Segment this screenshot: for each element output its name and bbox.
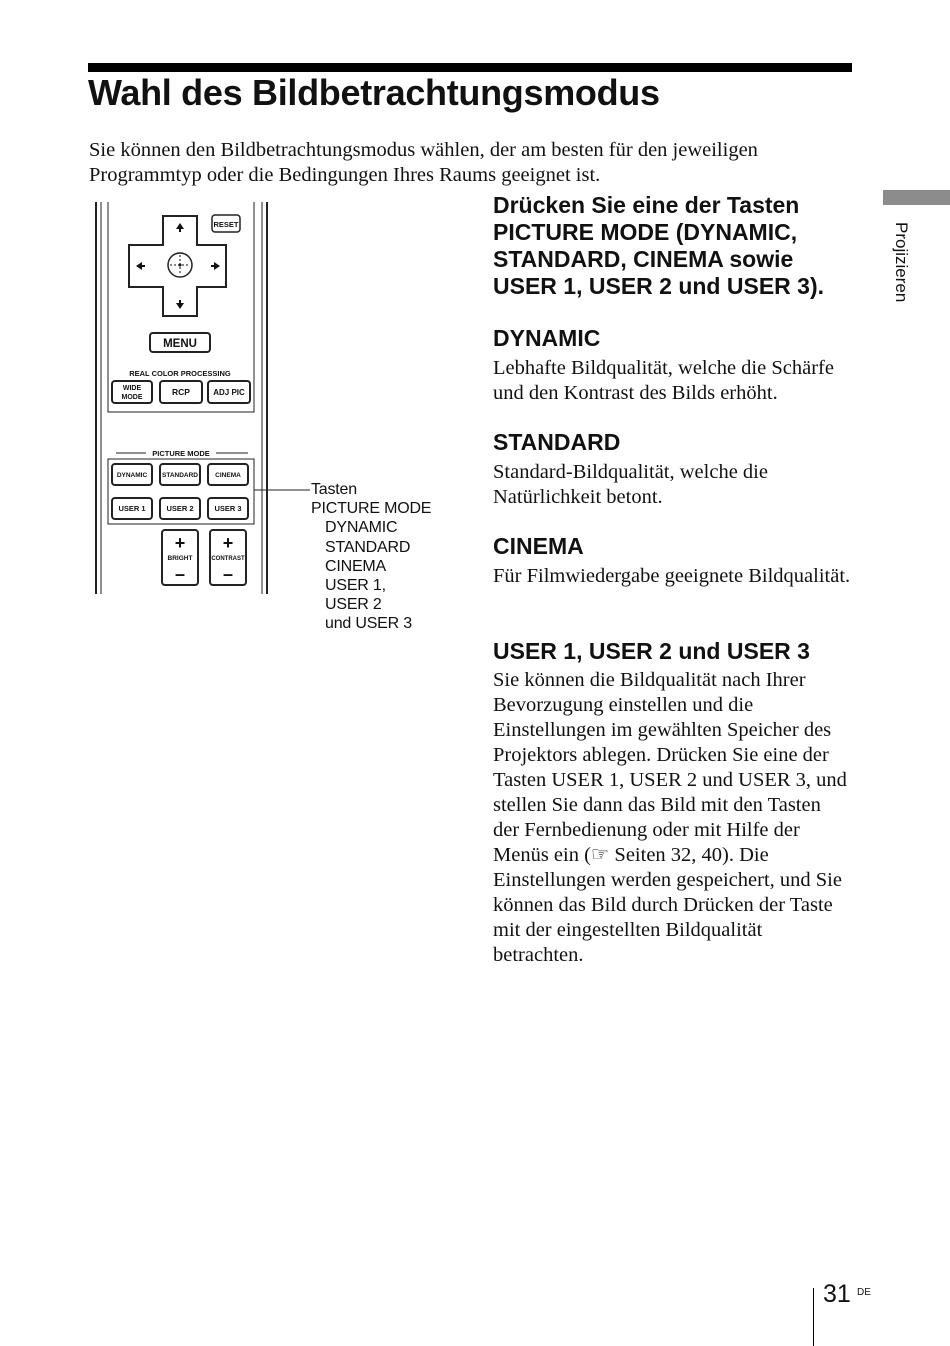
picture-mode-callout — [311, 480, 431, 634]
callout-item: und USER 3 — [325, 615, 412, 633]
intro-paragraph: Sie können den Bildbetrachtungsmodus wählen, der am besten für den jeweiligen Programmtyp oder die Bedingungen Ihres Raums geeignet ist. — [89, 139, 758, 186]
callout-line-1: Tasten — [311, 481, 357, 498]
user3-label: USER 3 — [214, 504, 242, 513]
side-tab-marker — [883, 190, 950, 205]
user1-label: USER 1 — [118, 504, 146, 513]
instruction-heading: Drücken Sie eine der Tasten PICTURE MODE (DYNAMIC, STANDARD, CINEMA sowie USER 1, USER 2 und USER 3). — [493, 192, 825, 299]
bright-label: BRIGHT — [167, 555, 193, 562]
title-rule — [88, 63, 852, 72]
page-number: 31 — [823, 1280, 851, 1308]
dynamic-label: DYNAMIC — [116, 472, 148, 479]
mode-text-dynamic: Lebhafte Bildqualität, welche die Schärfe und den Kontrast des Bilds erhöht. — [493, 357, 834, 404]
picture-mode-group-label: PICTURE MODE — [152, 449, 210, 458]
callout-line-2: PICTURE MODE — [311, 500, 432, 518]
mode-heading-dynamic: DYNAMIC — [493, 325, 601, 351]
bright-plus: + — [174, 533, 186, 553]
contrast-plus: + — [222, 533, 234, 553]
mode-heading-standard: STANDARD — [493, 429, 621, 455]
contrast-minus: – — [222, 564, 234, 584]
mode-text-user: Sie können die Bildqualität nach Ihrer Bevorzugung einstellen und die Einstellungen im gewählten Speicher des Projektors ablegen. Drücken Sie eine der Tasten USER 1, USER 2 und USER 3, und stellen Sie dann das Bild mit den Tasten der Fernbedienung oder mit Hilfe der Menüs ein (☞ Seiten 32, 40). Die Einstellungen werden gespeichert, und Sie können das Bild durch Drücken der Taste mit der eingestellten Bildqualität betrachten. — [493, 669, 847, 966]
wide-mode-label-2: MODE — [121, 394, 143, 401]
mode-text-standard: Standard-Bildqualität, welche die Natürlichkeit betont. — [493, 461, 768, 508]
page-title: Wahl des Bildbetrachtungsmodus — [88, 72, 660, 113]
standard-label: STANDARD — [162, 472, 198, 479]
callout-item: CINEMA — [325, 557, 387, 575]
callout-item: STANDARD — [325, 538, 411, 556]
callout-item: USER 1, — [325, 577, 386, 595]
picture-mode-panel — [108, 459, 254, 524]
contrast-label: CONTRAST — [211, 556, 245, 562]
callout-item: USER 2 — [325, 596, 382, 614]
remote-control-illustration — [90, 198, 315, 598]
adj-pic-label: ADJ PIC — [213, 388, 245, 397]
callout-item: DYNAMIC — [325, 519, 398, 537]
side-section-label: Projizieren — [892, 222, 911, 303]
mode-heading-cinema: CINEMA — [493, 533, 584, 559]
bright-minus: – — [174, 564, 186, 584]
footer-rule — [813, 1288, 814, 1346]
user2-label: USER 2 — [166, 504, 194, 513]
cinema-label: CINEMA — [215, 472, 241, 479]
rcp-label: RCP — [172, 387, 190, 397]
mode-heading-user: USER 1, USER 2 und USER 3 — [493, 638, 810, 664]
reset-label: RESET — [213, 220, 239, 229]
wide-mode-label-1: WIDE — [122, 385, 142, 392]
rcp-group-label: REAL COLOR PROCESSING — [129, 369, 231, 378]
mode-text-cinema: Für Filmwiedergabe geeignete Bildqualität. — [493, 565, 851, 587]
menu-label: MENU — [163, 338, 197, 350]
page-language: DE — [857, 1287, 871, 1298]
